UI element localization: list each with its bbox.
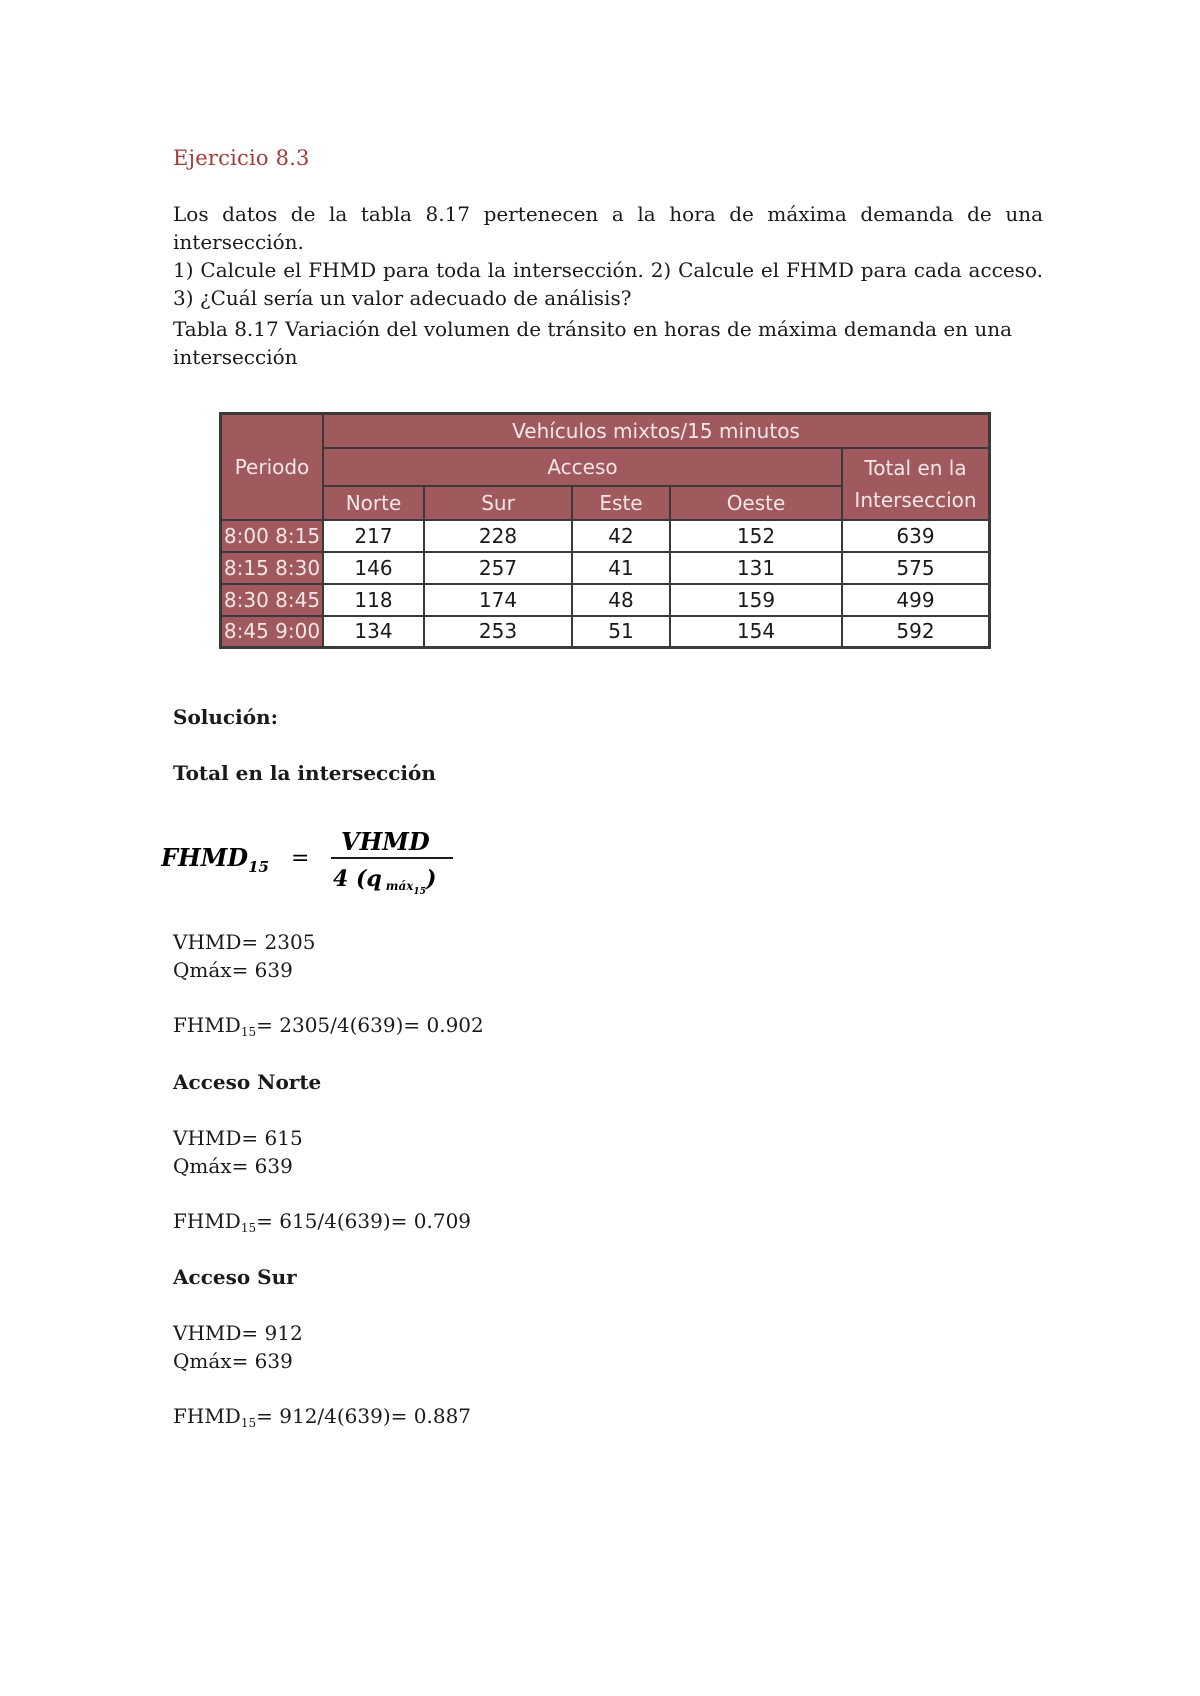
cell-periodo: 8:15 8:30 bbox=[221, 552, 324, 584]
header-total-line-2: Interseccion bbox=[854, 487, 977, 512]
cell-total: 592 bbox=[842, 616, 990, 648]
cell-sur: 253 bbox=[424, 616, 572, 648]
cell-periodo: 8:45 9:00 bbox=[221, 616, 324, 648]
header-sur: Sur bbox=[424, 486, 572, 520]
cell-norte: 217 bbox=[323, 520, 424, 552]
heading-norte: Acceso Norte bbox=[173, 1070, 322, 1094]
norte-fhmd-label: FHMD bbox=[173, 1209, 241, 1233]
cell-norte: 146 bbox=[323, 552, 424, 584]
cell-total: 639 bbox=[842, 520, 990, 552]
exercise-statement bbox=[173, 200, 1043, 312]
cell-oeste: 159 bbox=[670, 584, 842, 616]
cell-este: 41 bbox=[572, 552, 670, 584]
heading-sur: Acceso Sur bbox=[173, 1265, 297, 1289]
cell-sur: 257 bbox=[424, 552, 572, 584]
norte-vhmd: VHMD= 615 bbox=[173, 1126, 303, 1150]
traffic-volume-table bbox=[219, 412, 991, 649]
header-vehiculos: Vehículos mixtos/15 minutos bbox=[323, 414, 990, 448]
total-fhmd-result: = 2305/4(639)= 0.902 bbox=[256, 1013, 484, 1037]
cell-oeste: 131 bbox=[670, 552, 842, 584]
total-qmax: Qmáx= 639 bbox=[173, 958, 293, 982]
cell-total: 499 bbox=[842, 584, 990, 616]
sur-fhmd-result: = 912/4(639)= 0.887 bbox=[256, 1404, 472, 1428]
total-fhmd bbox=[173, 1013, 484, 1039]
traffic-table-wrap bbox=[219, 412, 991, 649]
statement-line-3: 3) ¿Cuál sería un valor adecuado de análisis? bbox=[173, 286, 632, 310]
table-caption bbox=[173, 315, 1043, 371]
cell-sur: 174 bbox=[424, 584, 572, 616]
formula-equals: = bbox=[291, 846, 310, 871]
cell-este: 51 bbox=[572, 616, 670, 648]
sur-fhmd-sub: 15 bbox=[240, 1416, 257, 1430]
header-oeste: Oeste bbox=[670, 486, 842, 520]
header-acceso: Acceso bbox=[323, 448, 842, 486]
sur-qmax: Qmáx= 639 bbox=[173, 1349, 293, 1373]
total-vhmd: VHMD= 2305 bbox=[173, 930, 316, 954]
table-row bbox=[221, 520, 990, 552]
caption-line-1: Tabla 8.17 Variación del volumen de tránsito en horas de máxima demanda en una bbox=[173, 317, 1013, 341]
sur-fhmd bbox=[173, 1404, 471, 1430]
statement-line-2: 1) Calcule el FHMD para toda la intersección. 2) Calcule el FHMD para cada acceso. bbox=[173, 258, 1043, 282]
norte-fhmd-sub: 15 bbox=[240, 1221, 257, 1235]
norte-fhmd-result: = 615/4(639)= 0.709 bbox=[256, 1209, 472, 1233]
table-row bbox=[221, 584, 990, 616]
cell-este: 48 bbox=[572, 584, 670, 616]
cell-oeste: 152 bbox=[670, 520, 842, 552]
total-fhmd-label: FHMD bbox=[173, 1013, 241, 1037]
header-periodo: Periodo bbox=[221, 414, 324, 520]
cell-norte: 118 bbox=[323, 584, 424, 616]
cell-periodo: 8:00 8:15 bbox=[221, 520, 324, 552]
table-row bbox=[221, 552, 990, 584]
cell-norte: 134 bbox=[323, 616, 424, 648]
cell-periodo: 8:30 8:45 bbox=[221, 584, 324, 616]
cell-oeste: 154 bbox=[670, 616, 842, 648]
total-fhmd-sub: 15 bbox=[240, 1025, 257, 1039]
sur-vhmd: VHMD= 912 bbox=[173, 1321, 303, 1345]
formula-numerator: VHMD bbox=[341, 827, 430, 856]
sur-fhmd-label: FHMD bbox=[173, 1404, 241, 1428]
header-norte: Norte bbox=[323, 486, 424, 520]
header-este: Este bbox=[572, 486, 670, 520]
cell-sur: 228 bbox=[424, 520, 572, 552]
exercise-title: Ejercicio 8.3 bbox=[173, 146, 310, 170]
formula-denominator: 4 (q máx15) bbox=[333, 866, 437, 897]
table-row bbox=[221, 616, 990, 648]
header-total-line-1: Total en la bbox=[864, 455, 967, 480]
norte-qmax: Qmáx= 639 bbox=[173, 1154, 293, 1178]
fhmd-formula-svg bbox=[161, 820, 461, 900]
caption-line-2: intersección bbox=[173, 345, 298, 369]
cell-total: 575 bbox=[842, 552, 990, 584]
solution-label: Solución: bbox=[173, 705, 278, 729]
header-total bbox=[842, 448, 990, 520]
cell-este: 42 bbox=[572, 520, 670, 552]
statement-line-1: Los datos de la tabla 8.17 pertenecen a la hora de máxima demanda de una intersección. bbox=[173, 202, 1043, 254]
formula-lhs: $FHMD_{15}$ bbox=[161, 843, 269, 876]
heading-total: Total en la intersección bbox=[173, 761, 436, 785]
fhmd-formula bbox=[161, 820, 461, 900]
norte-fhmd bbox=[173, 1209, 471, 1235]
